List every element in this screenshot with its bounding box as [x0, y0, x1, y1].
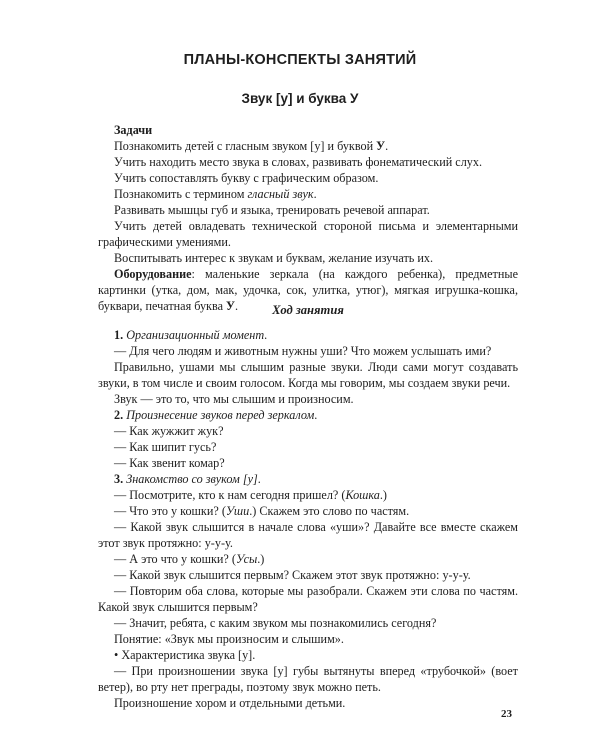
- dialogue-line: — При произношении звука [у] губы вытянуты вперед «трубочкой» (воет ветер), во рту нет преграды, поэтому звук можно петь.: [98, 664, 518, 694]
- lesson-title: Звук [у] и буква У: [241, 91, 359, 106]
- dialogue-line: Звук — это то, что мы слышим и произносим.: [114, 392, 354, 406]
- tasks-label: Задачи: [114, 123, 153, 137]
- dialogue-line: — Как шипит гусь?: [114, 440, 217, 454]
- dialogue-line: Понятие: «Звук мы произносим и слышим».: [114, 632, 344, 646]
- dialogue-line: Правильно, ушами мы слышим разные звуки. Люди сами могут создавать звуки, в том числе и своим голосом. Когда мы говорим, мы создаем звуки речи.: [98, 360, 518, 390]
- dialogue-line: — Значит, ребята, с каким звуком мы познакомились сегодня?: [114, 616, 437, 630]
- task-item: Учить находить место звука в словах, развивать фонематический слух.: [114, 155, 483, 169]
- course-title: Ход занятия: [272, 303, 344, 317]
- page-number: 23: [501, 708, 512, 720]
- dialogue-line: — А это что у кошки? (Усы.): [114, 552, 265, 566]
- course-section: [98, 327, 518, 711]
- dialogue-line: — Как звенит комар?: [114, 456, 225, 470]
- dialogue-line: — Какой звук слышится в начале слова «уши»? Давайте все вместе скажем этот звук протяжно: у-у-у.: [98, 520, 518, 550]
- dialogue-line: — Какой звук слышится первым? Скажем этот звук протяжно: у-у-у.: [114, 568, 471, 582]
- dialogue-line: — Что это у кошки? (Уши.) Скажем это слово по частям.: [114, 504, 410, 518]
- step-heading: 2. Произнесение звуков перед зеркалом.: [114, 408, 318, 422]
- equipment-paragraph: Оборудование: маленькие зеркала (на каждого ребенка), предметные картинки (утка, дом, мак, удочка, сок, улитка, утюг), мягкая игрушка-кошка, буквари, печатная буква У.: [98, 267, 518, 313]
- task-item: Учить детей овладевать технической стороной письма и элементарными графическими умениями.: [98, 219, 518, 249]
- task-item: Учить сопоставлять букву с графическим образом.: [114, 171, 379, 185]
- dialogue-line: Произношение хором и отдельными детьми.: [114, 696, 346, 710]
- task-item: Познакомить детей с гласным звуком [у] и буквой У.: [114, 139, 389, 153]
- dialogue-line: — Посмотрите, кто к нам сегодня пришел? (Кошка.): [114, 488, 387, 502]
- tasks-section: [98, 122, 518, 314]
- step-heading: 3. Знакомство со звуком [у].: [114, 472, 261, 486]
- task-item: Воспитывать интерес к звукам и буквам, желание изучать их.: [114, 251, 434, 265]
- dialogue-line: — Для чего людям и животным нужны уши? Что можем услышать ими?: [114, 344, 492, 358]
- task-item: Развивать мышцы губ и языка, тренировать речевой аппарат.: [114, 203, 430, 217]
- step-heading: 1. Организационный момент.: [114, 328, 268, 342]
- dialogue-line: • Характеристика звука [у].: [114, 648, 256, 662]
- dialogue-line: — Как жужжит жук?: [114, 424, 224, 438]
- task-item: Познакомить с термином гласный звук.: [114, 187, 317, 201]
- dialogue-line: — Повторим оба слова, которые мы разобрали. Скажем эти слова по частям. Какой звук слышится первым?: [98, 584, 518, 614]
- chapter-heading: ПЛАНЫ-КОНСПЕКТЫ ЗАНЯТИЙ: [183, 52, 417, 68]
